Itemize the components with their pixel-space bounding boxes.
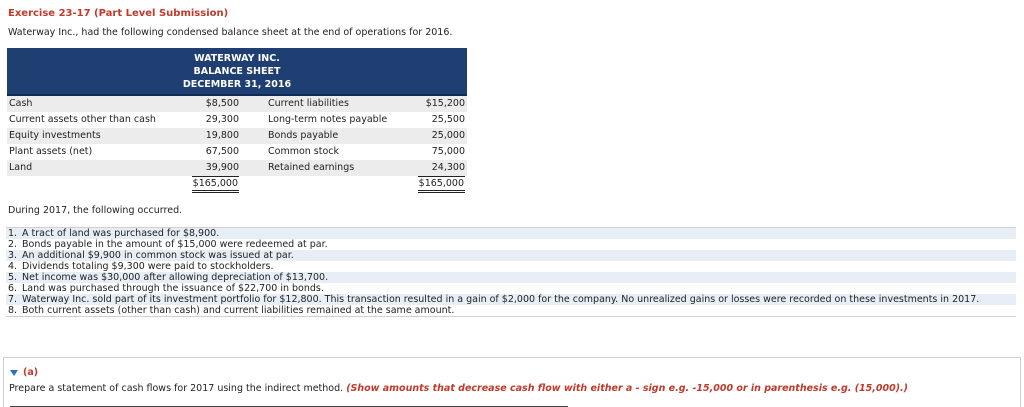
liability-value: 25,500 bbox=[431, 114, 465, 125]
balance-sheet-row bbox=[7, 128, 467, 144]
instruction-note: (Show amounts that decrease cash flow with either a - sign e.g. -15,000 or in parenthesis e.g. (15,000).) bbox=[346, 383, 908, 394]
list-item bbox=[6, 228, 1016, 239]
list-item bbox=[6, 250, 1016, 261]
asset-label: Equity investments bbox=[9, 130, 101, 141]
part-a-toggle[interactable] bbox=[10, 367, 38, 378]
list-item bbox=[6, 239, 1016, 250]
liability-label: Common stock bbox=[268, 146, 340, 157]
asset-value: 67,500 bbox=[205, 146, 239, 157]
part-a-panel bbox=[3, 357, 1021, 407]
liability-label: Bonds payable bbox=[268, 130, 339, 141]
events-list bbox=[6, 227, 1016, 317]
item-text: Bonds payable in the amount of $15,000 were redeemed at par. bbox=[22, 239, 328, 250]
item-text: Both current assets (other than cash) and current liabilities remained at the same amount. bbox=[22, 305, 455, 316]
list-item bbox=[6, 283, 1016, 294]
asset-value: 39,900 bbox=[205, 162, 239, 173]
list-item bbox=[6, 261, 1016, 272]
item-number: 1. bbox=[8, 228, 18, 239]
balance-sheet bbox=[7, 48, 467, 193]
asset-value: 29,300 bbox=[205, 114, 239, 125]
item-number: 8. bbox=[8, 305, 18, 316]
total-assets: $165,000 bbox=[192, 176, 239, 193]
balance-sheet-row bbox=[7, 96, 467, 112]
asset-label: Plant assets (net) bbox=[9, 146, 93, 157]
asset-value: $8,500 bbox=[205, 98, 239, 109]
item-text: A tract of land was purchased for $8,900. bbox=[22, 228, 220, 239]
item-number: 6. bbox=[8, 283, 18, 294]
asset-label: Cash bbox=[9, 98, 33, 109]
liability-value: 25,000 bbox=[431, 130, 465, 141]
liability-label: Retained earnings bbox=[268, 162, 355, 173]
item-number: 4. bbox=[8, 261, 18, 272]
item-number: 2. bbox=[8, 239, 18, 250]
item-text: An additional $9,900 in common stock was issued at par. bbox=[22, 250, 294, 261]
item-number: 3. bbox=[8, 250, 18, 261]
part-a-label: (a) bbox=[23, 367, 39, 378]
company-name: WATERWAY INC. bbox=[194, 53, 280, 64]
item-number: 5. bbox=[8, 272, 18, 283]
instruction-text: Prepare a statement of cash flows for 2017 using the indirect method. bbox=[9, 383, 344, 394]
item-text: Net income was $30,000 after allowing depreciation of $13,700. bbox=[22, 272, 329, 283]
statement-name: BALANCE SHEET bbox=[193, 66, 281, 77]
liability-label: Current liabilities bbox=[268, 98, 349, 109]
liability-label: Long-term notes payable bbox=[268, 114, 388, 125]
balance-sheet-total-row bbox=[7, 176, 467, 193]
exercise-title: Exercise 23-17 (Part Level Submission) bbox=[8, 8, 229, 19]
asset-label: Land bbox=[9, 162, 33, 173]
list-item bbox=[6, 294, 1016, 305]
item-text: Waterway Inc. sold part of its investment portfolio for $12,800. This transaction resulted in a gain of $2,000 for the company. No unrealized gains or losses were recorded on these investments in 2017. bbox=[22, 294, 980, 305]
list-item bbox=[6, 305, 1016, 316]
part-a-instruction bbox=[9, 383, 908, 394]
liability-value: $15,200 bbox=[425, 98, 465, 109]
balance-sheet-row bbox=[7, 144, 467, 160]
item-number: 7. bbox=[8, 294, 18, 305]
item-text: Dividends totaling $9,300 were paid to stockholders. bbox=[22, 261, 274, 272]
caret-down-icon[interactable] bbox=[10, 370, 18, 376]
statement-date: DECEMBER 31, 2016 bbox=[182, 79, 292, 90]
during-text: During 2017, the following occurred. bbox=[8, 205, 183, 216]
balance-sheet-row bbox=[7, 160, 467, 176]
balance-sheet-header bbox=[7, 48, 467, 96]
balance-sheet-row bbox=[7, 112, 467, 128]
asset-value: 19,800 bbox=[205, 130, 239, 141]
list-item bbox=[6, 272, 1016, 283]
intro-text: Waterway Inc., had the following condensed balance sheet at the end of operations for 2016. bbox=[8, 27, 453, 38]
total-liabilities-equity: $165,000 bbox=[418, 176, 465, 193]
asset-label: Current assets other than cash bbox=[9, 114, 156, 125]
liability-value: 24,300 bbox=[431, 162, 465, 173]
item-text: Land was purchased through the issuance of $22,700 in bonds. bbox=[22, 283, 324, 294]
liability-value: 75,000 bbox=[431, 146, 465, 157]
